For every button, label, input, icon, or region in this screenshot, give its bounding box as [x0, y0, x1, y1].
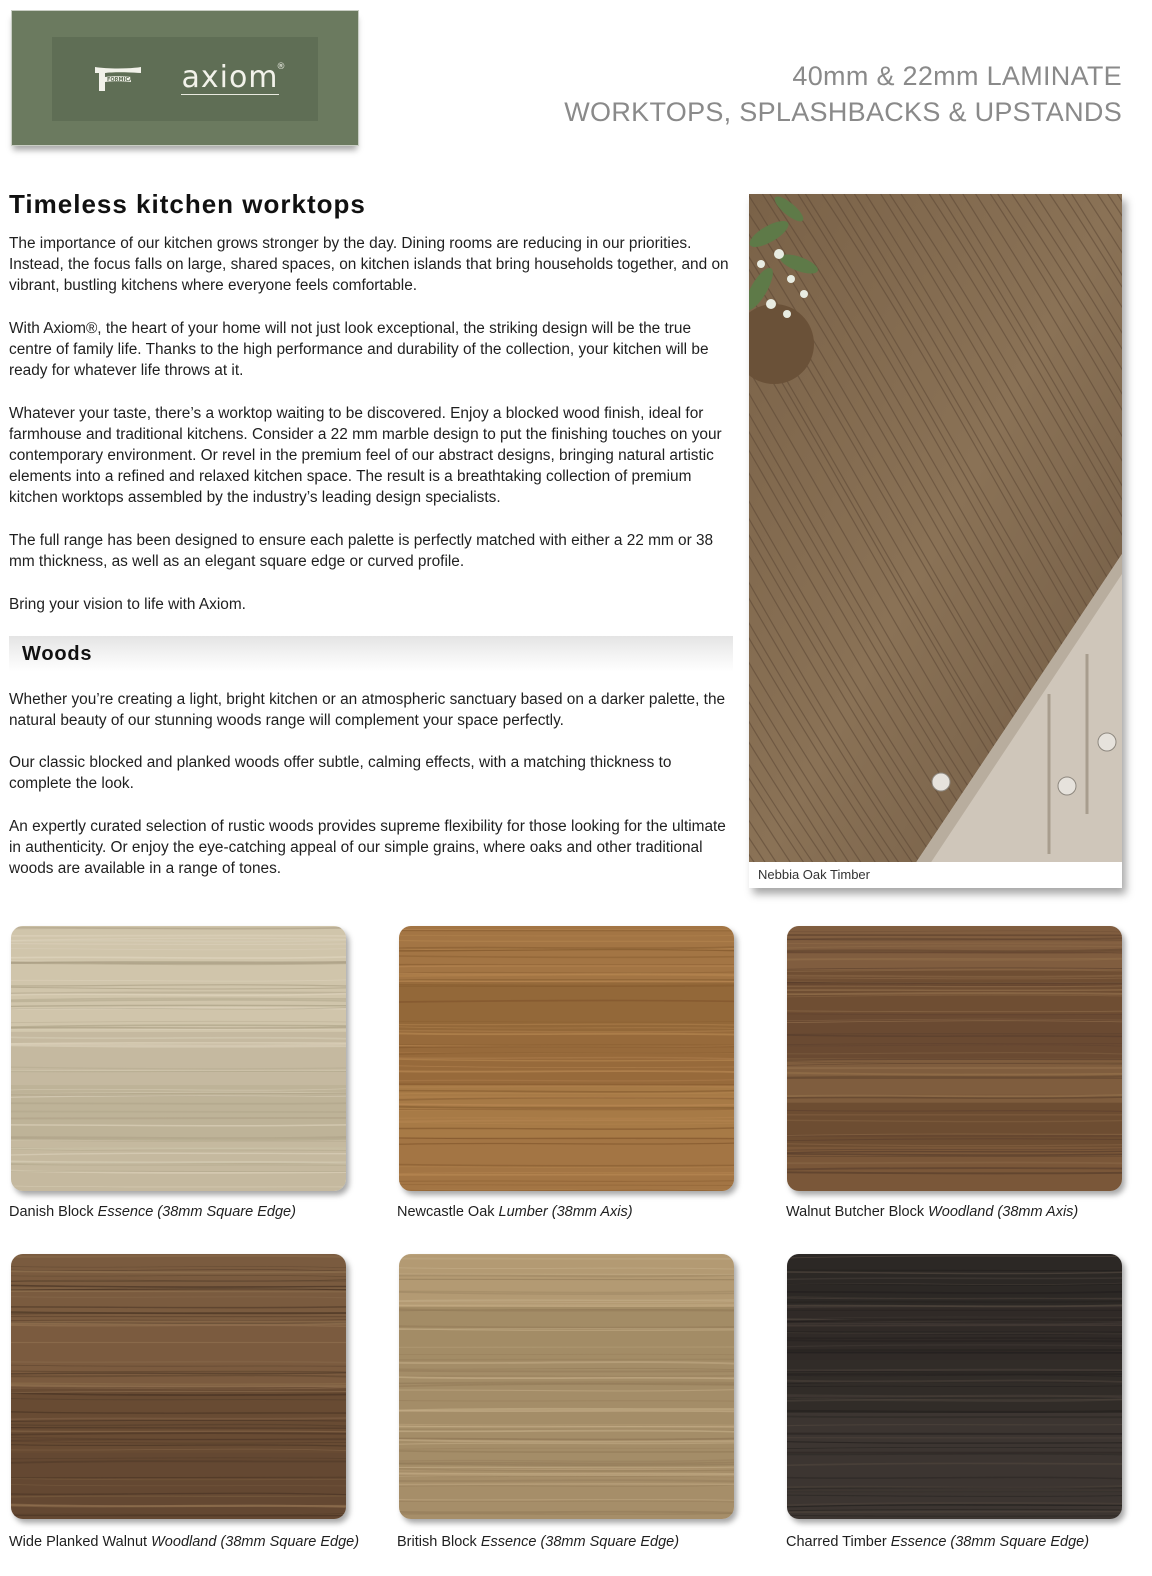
swatch-name: Wide Planked Walnut [9, 1534, 148, 1550]
wood-texture [399, 1254, 734, 1519]
swatch-name: Newcastle Oak [397, 1204, 495, 1220]
wood-texture [11, 926, 346, 1191]
header-title-line1: 40mm & 22mm LAMINATE [792, 61, 1122, 91]
intro-paragraph-4: The full range has been designed to ensure each palette is perfectly matched with either a 22 mm or 38 mm thickness, as well as an elegant square edge or curved profile. [9, 532, 714, 570]
woods-paragraph-2: Our classic blocked and planked woods offer subtle, calming effects, with a matching thickness to complete the look. [9, 754, 672, 792]
swatch-name: Charred Timber [786, 1534, 887, 1550]
page-title: Timeless kitchen worktops [9, 189, 366, 219]
hero-image [749, 194, 1122, 888]
formica-text: FORMICA [107, 77, 134, 83]
registered-mark: ® [276, 62, 287, 72]
woods-paragraph-3: An expertly curated selection of rustic woods provides supreme flexibility for those looking for the ultimate in authenticity. Or enjoy the eye-catching appeal of our simple grains, where oaks and other traditional woods are available in a range of tones. [9, 818, 726, 877]
swatch-danish-block [11, 926, 346, 1191]
swatch-detail: Essence (38mm Square Edge) [97, 1204, 296, 1220]
formica-logo-icon [91, 64, 145, 94]
axiom-logo [181, 60, 287, 95]
intro-paragraph-1: The importance of our kitchen grows stronger by the day. Dining rooms are reducing in our priorities. Instead, the focus falls on large, shared spaces, on kitchen islands that bring households together, and on vibrant, bustling kitchens where everyone feels comfortable. [9, 235, 729, 294]
swatch-detail: Lumber (38mm Axis) [498, 1204, 633, 1220]
swatch-newcastle-oak [399, 926, 734, 1191]
woods-paragraph-1: Whether you’re creating a light, bright kitchen or an atmospheric sanctuary based on a darker palette, the natural beauty of our stunning woods range will complement your space perfectly. [9, 691, 726, 729]
wood-texture [11, 1254, 346, 1519]
hero-caption: Nebbia Oak Timber [749, 862, 1122, 888]
swatch-caption-wide-planked-walnut [9, 1534, 359, 1550]
wood-texture [399, 926, 734, 1191]
swatch-caption-charred-timber [786, 1534, 1089, 1550]
wood-texture [787, 1254, 1122, 1519]
swatch-detail: Essence (38mm Square Edge) [890, 1534, 1090, 1550]
swatch-caption-british-block [397, 1534, 679, 1550]
wood-texture [787, 926, 1122, 1191]
logo-inner [52, 37, 318, 121]
swatch-wide-planked-walnut [11, 1254, 346, 1519]
page-header-title [482, 58, 1122, 130]
swatch-name: British Block [397, 1534, 477, 1550]
swatch-name: Danish Block [9, 1204, 94, 1220]
swatch-detail: Woodland (38mm Square Edge) [151, 1534, 360, 1550]
swatch-charred-timber [787, 1254, 1122, 1519]
swatch-name: Walnut Butcher Block [786, 1204, 925, 1220]
woods-heading: Woods [22, 643, 93, 665]
swatch-caption-danish-block [9, 1204, 296, 1220]
kitchen-worktop-photo [749, 194, 1122, 888]
intro-paragraph-5: Bring your vision to life with Axiom. [9, 596, 246, 613]
swatch-caption-walnut-butcher-block [786, 1204, 1078, 1220]
swatch-caption-newcastle-oak [397, 1204, 633, 1220]
axiom-wordmark: axiom [181, 60, 279, 95]
swatch-walnut-butcher-block [787, 926, 1122, 1191]
logo-panel [11, 10, 359, 146]
woods-section-header [9, 636, 733, 672]
intro-paragraph-3: Whatever your taste, there’s a worktop waiting to be discovered. Enjoy a blocked wood finish, ideal for farmhouse and traditional kitchens. Consider a 22 mm marble design to put the finishing touches on your contemporary environment. Or revel in the premium feel of our abstract designs, bringing natural artistic elements into a refined and relaxed kitchen space. The result is a breathtaking collection of premium kitchen worktops assembled by the industry’s leading design specialists. [9, 405, 722, 506]
header-title-line2: WORKTOPS, SPLASHBACKS & UPSTANDS [564, 97, 1122, 127]
swatch-british-block [399, 1254, 734, 1519]
intro-paragraph-2: With Axiom®, the heart of your home will not just look exceptional, the striking design will be the true centre of family life. Thanks to the high performance and durability of the collection, your kitchen will be ready for whatever life throws at it. [9, 320, 709, 379]
swatch-detail: Woodland (38mm Axis) [928, 1204, 1079, 1220]
swatch-detail: Essence (38mm Square Edge) [480, 1534, 680, 1550]
